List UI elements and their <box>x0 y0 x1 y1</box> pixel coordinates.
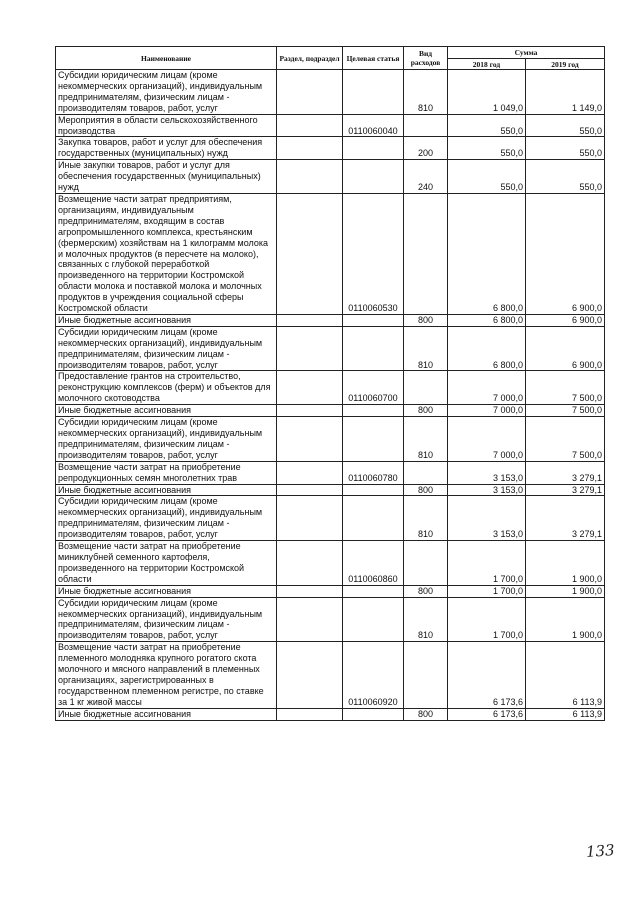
cell-type <box>404 461 448 484</box>
cell-name: Иные бюджетные ассигнования <box>56 585 277 597</box>
cell-section <box>277 114 343 137</box>
cell-sum-2018: 6 800,0 <box>448 326 526 371</box>
cell-target: 0110060700 <box>343 371 404 405</box>
cell-target <box>343 160 404 194</box>
table-row <box>56 405 605 417</box>
table-row <box>56 371 605 405</box>
table-row <box>56 114 605 137</box>
cell-target <box>343 484 404 496</box>
table-row <box>56 496 605 541</box>
cell-target: 0110060530 <box>343 193 404 314</box>
cell-name: Субсидии юридическим лицам (кроме некоммерческих организаций), индивидуальным предпринимателям, физическим лицам - производителям товаров, работ, услуг <box>56 597 277 642</box>
cell-sum-2018: 1 700,0 <box>448 541 526 586</box>
cell-type <box>404 114 448 137</box>
cell-sum-2019: 550,0 <box>526 160 605 194</box>
cell-section <box>277 484 343 496</box>
table-row <box>56 708 605 720</box>
cell-section <box>277 541 343 586</box>
cell-section <box>277 70 343 115</box>
col-target-header: Целевая статья <box>343 47 404 70</box>
cell-section <box>277 642 343 708</box>
cell-target <box>343 417 404 462</box>
cell-sum-2019: 6 900,0 <box>526 314 605 326</box>
cell-type: 800 <box>404 484 448 496</box>
cell-section <box>277 193 343 314</box>
cell-sum-2019: 7 500,0 <box>526 371 605 405</box>
cell-sum-2019: 3 279,1 <box>526 484 605 496</box>
cell-sum-2019: 1 900,0 <box>526 585 605 597</box>
cell-name: Субсидии юридическим лицам (кроме некоммерческих организаций), индивидуальным предпринимателям, физическим лицам - производителям товаров, работ, услуг <box>56 326 277 371</box>
table-row <box>56 137 605 160</box>
table-row <box>56 461 605 484</box>
cell-sum-2019: 6 113,9 <box>526 708 605 720</box>
cell-target <box>343 70 404 115</box>
cell-name: Предоставление грантов на строительство, реконструкцию комплексов (ферм) и объектов для молочного скотоводства <box>56 371 277 405</box>
cell-target <box>343 326 404 371</box>
cell-sum-2019: 1 900,0 <box>526 541 605 586</box>
col-type-header: Вид расходов <box>404 47 448 70</box>
table-row <box>56 585 605 597</box>
cell-type <box>404 642 448 708</box>
cell-type <box>404 541 448 586</box>
table-header <box>56 47 605 70</box>
cell-name: Возмещение части затрат предприятиям, организациям, индивидуальным предпринимателям, входящим в состав агропромышленного комплекса, крестьянским (фермерским) хозяйствам на 1 килограмм молока и молочных продуктов (в пересчете на молоко), связанных с глубокой переработкой произведенного на территории Костромской области молока и поставкой молока и молочных продуктов в учреждения социальной сферы Костромской области <box>56 193 277 314</box>
cell-sum-2018: 7 000,0 <box>448 371 526 405</box>
cell-section <box>277 160 343 194</box>
col-year1-header: 2018 год <box>448 59 526 70</box>
cell-sum-2018: 1 049,0 <box>448 70 526 115</box>
cell-sum-2018: 6 173,6 <box>448 708 526 720</box>
cell-sum-2018: 7 000,0 <box>448 405 526 417</box>
cell-target: 0110060920 <box>343 642 404 708</box>
cell-name: Иные бюджетные ассигнования <box>56 708 277 720</box>
cell-name: Иные закупки товаров, работ и услуг для обеспечения государственных (муниципальных) нужд <box>56 160 277 194</box>
cell-target <box>343 137 404 160</box>
col-year2-header: 2019 год <box>526 59 605 70</box>
table-row <box>56 417 605 462</box>
table-body <box>56 70 605 721</box>
col-name-header: Наименование <box>56 47 277 70</box>
cell-sum-2018: 6 173,6 <box>448 642 526 708</box>
table-row <box>56 314 605 326</box>
cell-type: 800 <box>404 314 448 326</box>
col-section-header: Раздел, подраздел <box>277 47 343 70</box>
cell-sum-2019: 6 900,0 <box>526 326 605 371</box>
cell-sum-2018: 6 800,0 <box>448 193 526 314</box>
cell-section <box>277 708 343 720</box>
table-row <box>56 541 605 586</box>
cell-sum-2019: 3 279,1 <box>526 496 605 541</box>
page-number: 133 <box>585 841 616 861</box>
cell-section <box>277 405 343 417</box>
cell-type: 800 <box>404 585 448 597</box>
cell-section <box>277 496 343 541</box>
cell-sum-2018: 550,0 <box>448 160 526 194</box>
cell-type: 800 <box>404 708 448 720</box>
table-row <box>56 160 605 194</box>
cell-section <box>277 585 343 597</box>
cell-type: 810 <box>404 326 448 371</box>
cell-target <box>343 314 404 326</box>
cell-section <box>277 314 343 326</box>
cell-sum-2018: 1 700,0 <box>448 585 526 597</box>
cell-type: 810 <box>404 597 448 642</box>
cell-type: 200 <box>404 137 448 160</box>
cell-sum-2019: 6 900,0 <box>526 193 605 314</box>
table-row <box>56 597 605 642</box>
cell-name: Иные бюджетные ассигнования <box>56 405 277 417</box>
table-row <box>56 484 605 496</box>
cell-section <box>277 461 343 484</box>
cell-name: Возмещение части затрат на приобретение миниклубней семенного картофеля, произведенного на территории Костромской области <box>56 541 277 586</box>
cell-sum-2019: 1 149,0 <box>526 70 605 115</box>
cell-section <box>277 371 343 405</box>
table-row <box>56 326 605 371</box>
cell-name: Субсидии юридическим лицам (кроме некоммерческих организаций), индивидуальным предпринимателям, физическим лицам - производителям товаров, работ, услуг <box>56 70 277 115</box>
cell-section <box>277 597 343 642</box>
cell-target: 0110060040 <box>343 114 404 137</box>
table-row <box>56 70 605 115</box>
cell-target <box>343 708 404 720</box>
cell-type <box>404 193 448 314</box>
cell-target <box>343 585 404 597</box>
cell-sum-2018: 3 153,0 <box>448 496 526 541</box>
cell-section <box>277 326 343 371</box>
cell-name: Возмещение части затрат на приобретение репродукционных семян многолетних трав <box>56 461 277 484</box>
cell-type <box>404 371 448 405</box>
col-sum-header: Сумма <box>448 47 605 59</box>
cell-target <box>343 405 404 417</box>
cell-name: Субсидии юридическим лицам (кроме некоммерческих организаций), индивидуальным предпринимателям, физическим лицам - производителям товаров, работ, услуг <box>56 496 277 541</box>
cell-sum-2019: 550,0 <box>526 137 605 160</box>
cell-section <box>277 137 343 160</box>
cell-sum-2019: 6 113,9 <box>526 642 605 708</box>
cell-type: 800 <box>404 405 448 417</box>
cell-type: 810 <box>404 496 448 541</box>
cell-sum-2018: 1 700,0 <box>448 597 526 642</box>
cell-sum-2018: 550,0 <box>448 114 526 137</box>
cell-type: 810 <box>404 70 448 115</box>
cell-sum-2018: 3 153,0 <box>448 461 526 484</box>
cell-target <box>343 597 404 642</box>
cell-sum-2018: 7 000,0 <box>448 417 526 462</box>
cell-target: 0110060860 <box>343 541 404 586</box>
cell-name: Субсидии юридическим лицам (кроме некоммерческих организаций), индивидуальным предпринимателям, физическим лицам - производителям товаров, работ, услуг <box>56 417 277 462</box>
cell-sum-2019: 3 279,1 <box>526 461 605 484</box>
cell-name: Иные бюджетные ассигнования <box>56 314 277 326</box>
cell-type: 810 <box>404 417 448 462</box>
table-row <box>56 642 605 708</box>
cell-sum-2018: 3 153,0 <box>448 484 526 496</box>
cell-name: Мероприятия в области сельскохозяйственного производства <box>56 114 277 137</box>
cell-sum-2018: 550,0 <box>448 137 526 160</box>
table-row <box>56 193 605 314</box>
cell-name: Закупка товаров, работ и услуг для обеспечения государственных (муниципальных) нужд <box>56 137 277 160</box>
cell-section <box>277 417 343 462</box>
cell-sum-2019: 1 900,0 <box>526 597 605 642</box>
cell-name: Возмещение части затрат на приобретение племенного молодняка крупного рогатого скота молочного и мясного направлений в племенных организациях, зарегистрированных в государственном племенном регистре, по ставке за 1 кг живой массы <box>56 642 277 708</box>
budget-table <box>55 46 605 721</box>
cell-target <box>343 496 404 541</box>
cell-sum-2019: 7 500,0 <box>526 405 605 417</box>
cell-target: 0110060780 <box>343 461 404 484</box>
cell-sum-2019: 7 500,0 <box>526 417 605 462</box>
cell-sum-2018: 6 800,0 <box>448 314 526 326</box>
cell-name: Иные бюджетные ассигнования <box>56 484 277 496</box>
cell-type: 240 <box>404 160 448 194</box>
cell-sum-2019: 550,0 <box>526 114 605 137</box>
